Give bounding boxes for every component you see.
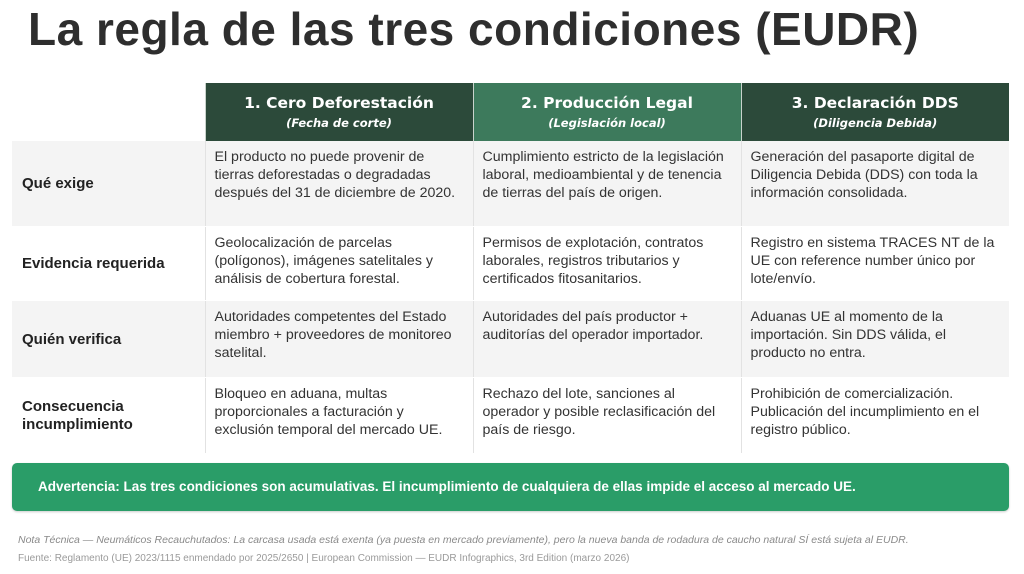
technical-note: Nota Técnica — Neumáticos Recauchutados: La carcasa usada está exenta (ya puesta en mercado previamente), pero la nueva banda de rodadura de caucho natural SÍ está sujeta al EUDR. [18,534,909,546]
column-header-dds-declaration [741,83,1009,141]
table-cell: Generación del pasaporte digital de Diligencia Debida (DDS) con toda la información consolidada. [741,141,1009,227]
row-label: Qué exige [12,141,205,227]
table-cell: Permisos de explotación, contratos laborales, registros tributarios y certificados fitosanitarios. [473,227,741,301]
warning-banner: Advertencia: Las tres condiciones son acumulativas. El incumplimiento de cualquiera de ellas impide el acceso al mercado UE. [12,463,1009,511]
table-cell: Geolocalización de parcelas (polígonos), imágenes satelitales y análisis de cobertura forestal. [205,227,473,301]
column-header-legal-production [473,83,741,141]
table-cell: Aduanas UE al momento de la importación. Sin DDS válida, el producto no entra. [741,301,1009,378]
source-citation: Fuente: Reglamento (UE) 2023/1115 enmendado por 2025/2650 | European Commission — EUDR Infographics, 3rd Edition (marzo 2026) [18,553,630,564]
table-cell: Rechazo del lote, sanciones al operador y posible reclasificación del país de riesgo. [473,378,741,454]
column-subtitle: (Legislación local) [548,116,666,130]
table-header-row [12,83,1009,141]
conditions-table [12,83,1009,454]
table-cell: Bloqueo en aduana, multas proporcionales a facturación y exclusión temporal del mercado UE. [205,378,473,454]
row-label: Consecuencia incumplimiento [12,378,205,454]
row-label: Evidencia requerida [12,227,205,301]
table-cell: Autoridades competentes del Estado miembro + proveedores de monitoreo satelital. [205,301,473,378]
page-title: La regla de las tres condiciones (EUDR) [28,3,920,55]
header-corner [12,83,205,141]
table-row-requirements [12,141,1009,227]
column-subtitle: (Diligencia Debida) [813,116,938,130]
column-title: 1. Cero Deforestación [244,94,434,112]
table-cell: El producto no puede provenir de tierras deforestadas o degradadas después del 31 de diciembre de 2020. [205,141,473,227]
column-subtitle: (Fecha de corte) [286,116,392,130]
column-title: 3. Declaración DDS [791,94,959,112]
table-cell: Cumplimiento estricto de la legislación laboral, medioambiental y de tenencia de tierras del país de origen. [473,141,741,227]
table-cell: Autoridades del país productor + auditorías del operador importador. [473,301,741,378]
column-header-zero-deforestation [205,83,473,141]
table-row-evidence [12,227,1009,301]
table-cell: Prohibición de comercialización. Publicación del incumplimiento en el registro público. [741,378,1009,454]
table-row-verifier [12,301,1009,378]
column-title: 2. Producción Legal [521,94,693,112]
table-row-consequence [12,378,1009,454]
table-cell: Registro en sistema TRACES NT de la UE con reference number único por lote/envío. [741,227,1009,301]
row-label: Quién verifica [12,301,205,378]
